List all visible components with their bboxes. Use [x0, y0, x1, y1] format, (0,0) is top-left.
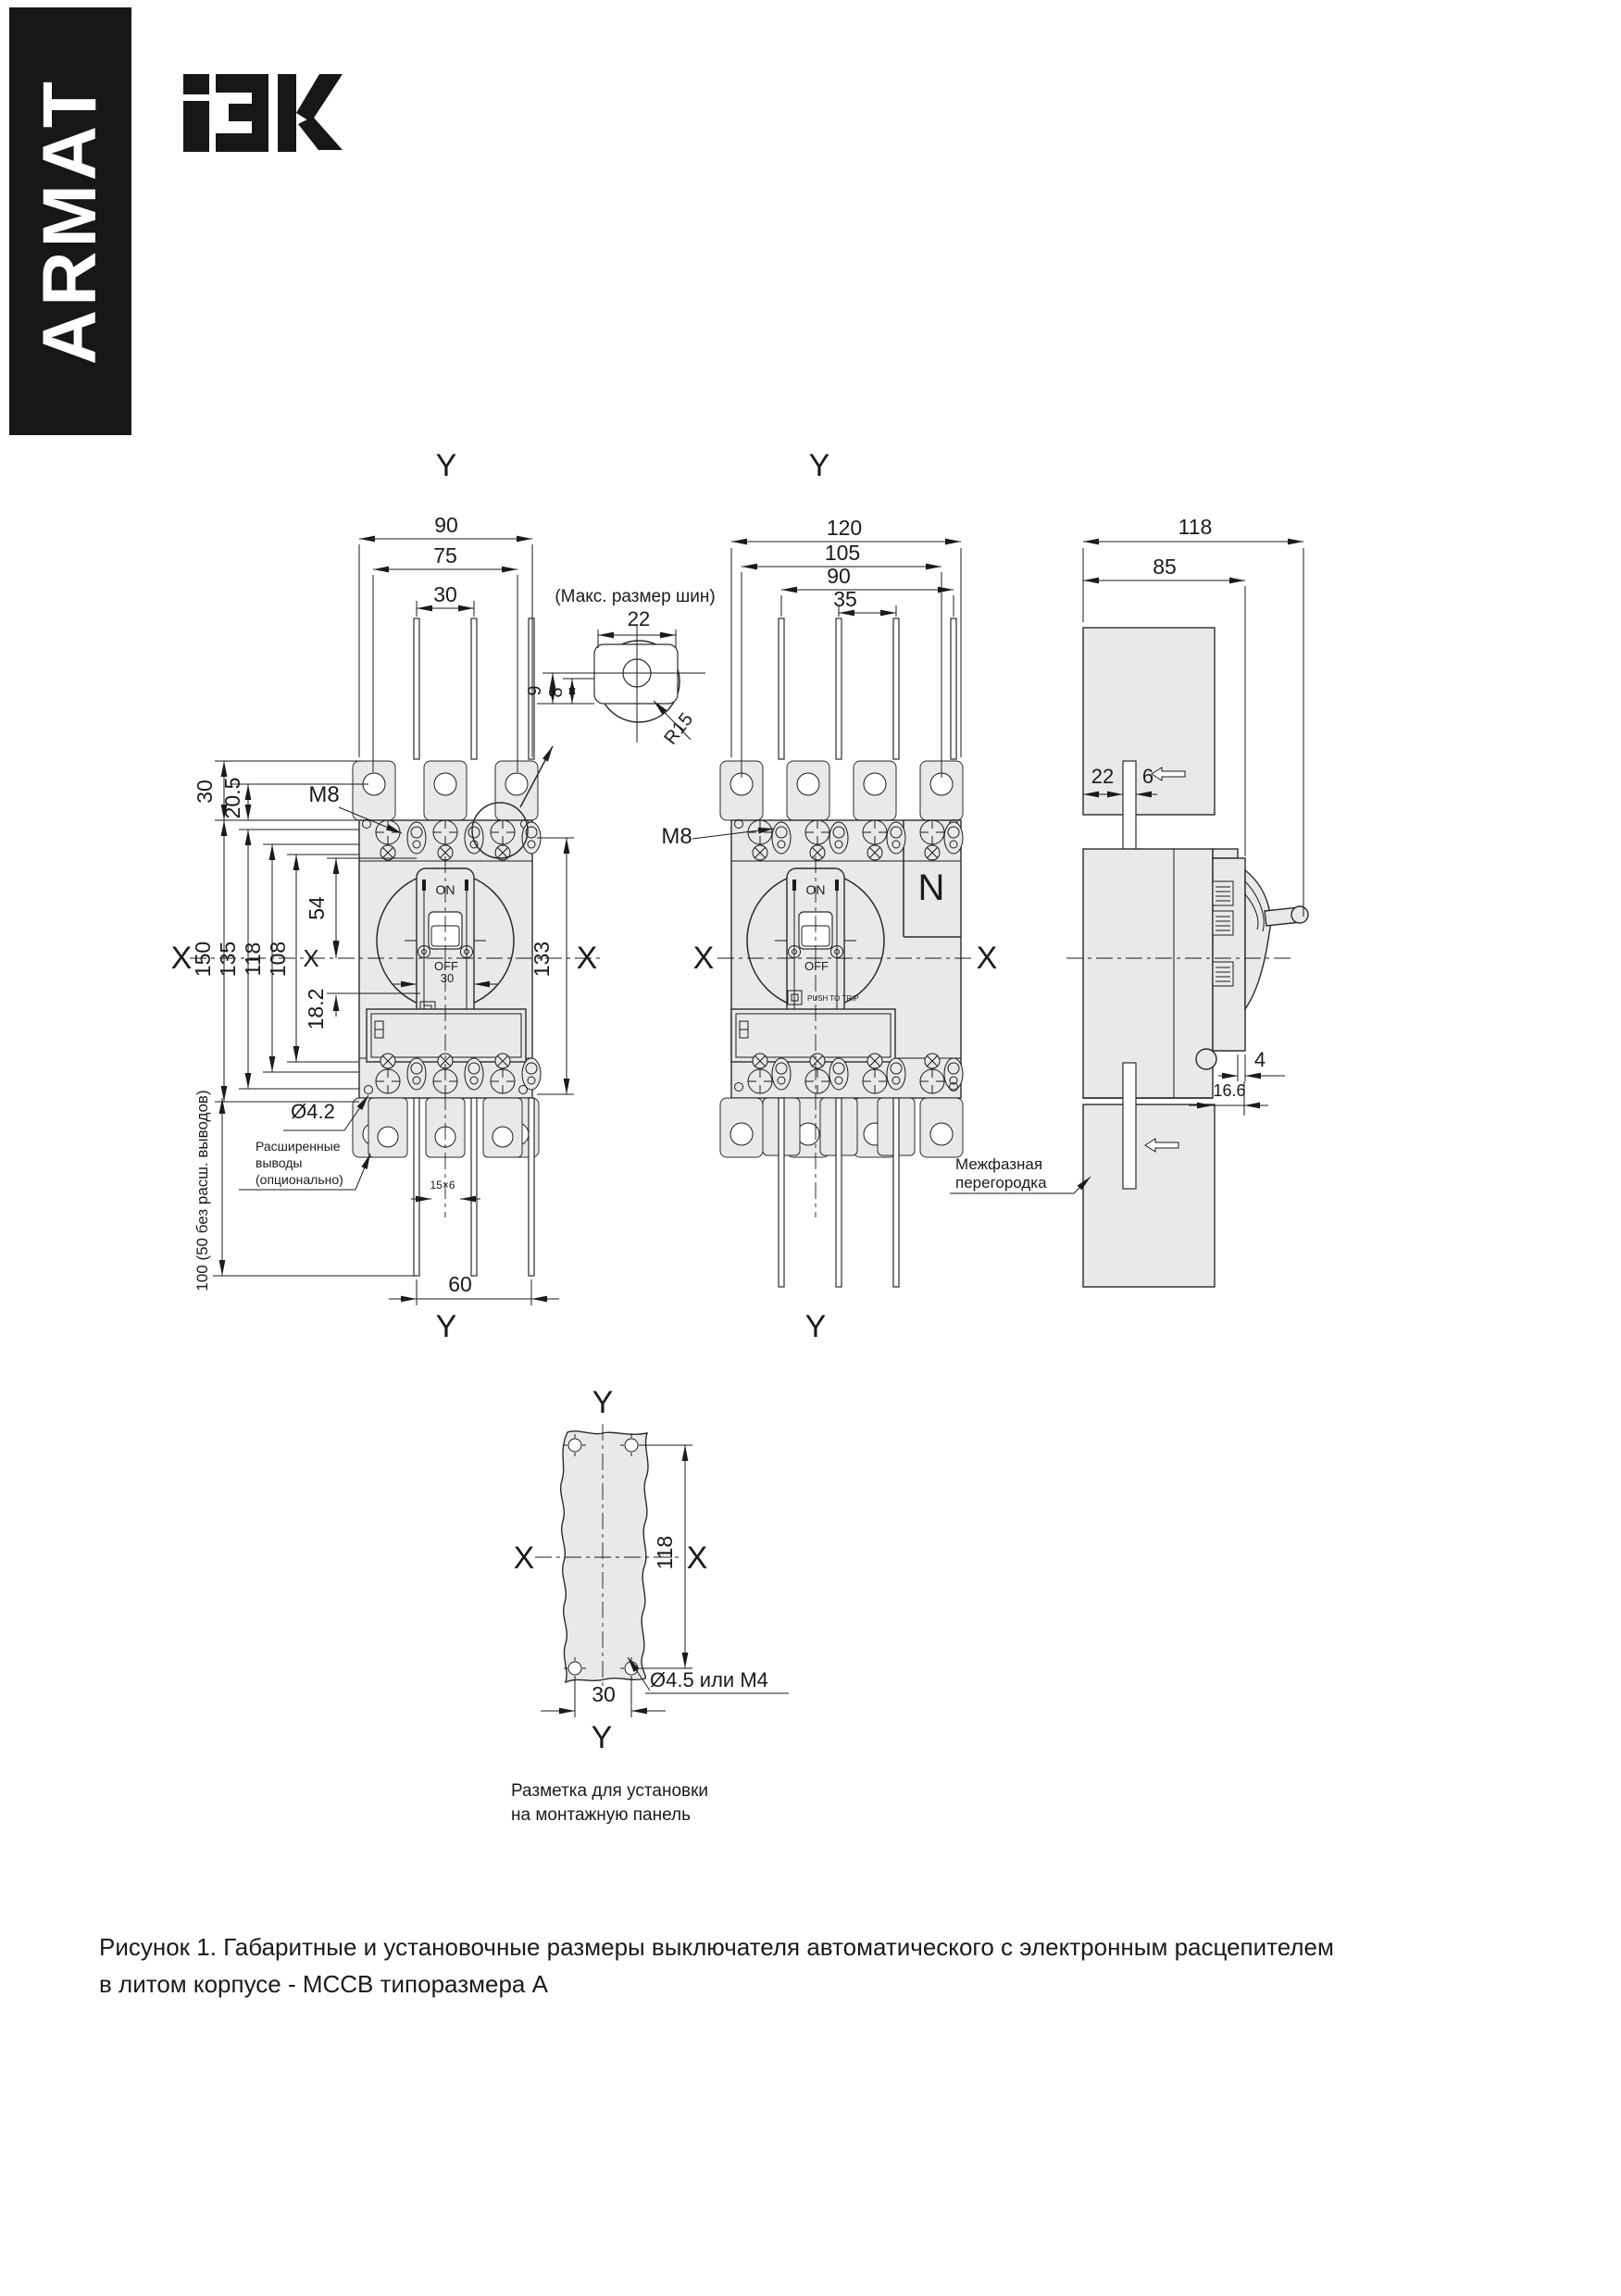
- rating-label-window-4p: [731, 1009, 895, 1062]
- armat-banner-text: ARMAT: [28, 78, 112, 365]
- mounting-tab: [424, 761, 467, 820]
- dim-118-side: 118: [1178, 515, 1213, 539]
- dim-20-5: 20.5: [220, 777, 244, 819]
- busbar-edge: [1123, 761, 1136, 854]
- dim-60: 60: [448, 1272, 472, 1296]
- panel-caption-2: на монтажную панель: [511, 1805, 692, 1825]
- label-m8-4p: M8: [661, 824, 692, 849]
- push-to-trip-label: PUSH TO TRIP: [807, 994, 859, 1003]
- label-ext-terminals-3: (опционально): [256, 1172, 343, 1187]
- dim-133: 133: [530, 941, 554, 978]
- axis-x-mid-label: X: [303, 944, 319, 972]
- dim-150: 150: [191, 941, 215, 978]
- label-ext-terminals-2: выводы: [256, 1155, 303, 1170]
- panel-y-bottom-label: Y: [591, 1720, 613, 1755]
- busbar: [471, 618, 477, 759]
- axis-x-left-label-4p: X: [692, 941, 715, 976]
- extended-terminal-bar: [471, 1098, 477, 1276]
- dim-30-panel: 30: [592, 1682, 616, 1706]
- busbar-edge-bottom: [1123, 1063, 1136, 1189]
- dim-85-side: 85: [1153, 555, 1177, 579]
- dim-90: 90: [434, 513, 458, 537]
- side-view: [1066, 628, 1308, 1287]
- front-view-4pole: [717, 618, 974, 1287]
- busbar-detail-title: (Макс. размер шин): [555, 587, 716, 606]
- axis-y-bottom-label-4p: Y: [804, 1309, 827, 1344]
- neutral-pole-label: N: [917, 867, 945, 908]
- dim-120: 120: [826, 516, 863, 540]
- panel-strip: [561, 1431, 648, 1682]
- mounting-tab: [495, 761, 538, 820]
- dim-135: 135: [216, 941, 240, 978]
- dim-75: 75: [433, 543, 457, 568]
- dim-118: 118: [241, 942, 265, 977]
- handle-boss: [1245, 870, 1270, 1009]
- side-body: [1083, 849, 1213, 1098]
- label-interphase-1: Межфазная: [955, 1155, 1043, 1173]
- axis-y-bottom-label: Y: [435, 1309, 457, 1344]
- axis-y-top-label: Y: [435, 448, 457, 483]
- dim-100-50: 100 (50 без расш. выводов): [193, 1090, 211, 1292]
- dim-54: 54: [305, 896, 329, 920]
- dim-35: 35: [833, 587, 857, 611]
- dim-118-panel: 118: [653, 1535, 677, 1570]
- dim-30-handle: 30: [440, 971, 455, 985]
- dim-22-side: 22: [1091, 765, 1115, 788]
- extended-terminal-bar: [414, 1098, 419, 1276]
- extended-terminal-bar: [529, 1098, 534, 1276]
- axis-x-right-label-4p: X: [976, 941, 998, 976]
- panel-x-right-label: X: [686, 1541, 708, 1576]
- extended-terminal-plate: [483, 1098, 522, 1157]
- axis-y-top-label-4p: Y: [808, 448, 830, 483]
- label-ext-terminals-1: Расширенные: [256, 1139, 341, 1154]
- dim-9-detail: 9: [525, 685, 545, 696]
- busbar-detail: [525, 587, 716, 749]
- figure-caption-line2: в литом корпусе - МССВ типоразмера А: [99, 1970, 548, 1998]
- panel-x-left-label: X: [513, 1541, 535, 1576]
- off-label: OFF: [434, 959, 458, 973]
- mounting-tab: [353, 761, 395, 820]
- label-m8: M8: [308, 782, 340, 807]
- label-interphase-2: перегородка: [955, 1174, 1047, 1192]
- label-r15: R15: [660, 709, 698, 749]
- dim-30-left: 30: [193, 780, 217, 804]
- label-dia-4-2: Ø4.2: [291, 1100, 335, 1123]
- mounting-panel-layout: [511, 1385, 789, 1825]
- dim-16-6-side: 16.6: [1213, 1081, 1246, 1100]
- dim-4-side: 4: [1253, 1048, 1266, 1071]
- busbar: [414, 618, 419, 759]
- dim-108: 108: [266, 941, 290, 978]
- axis-x-left-label: X: [170, 941, 193, 976]
- dim-90-4p: 90: [827, 564, 851, 588]
- on-label-4p: ON: [805, 882, 826, 897]
- panel-y-top-label: Y: [592, 1385, 614, 1420]
- off-label-4p: OFF: [804, 959, 829, 973]
- figure-caption: [99, 1933, 1334, 1998]
- label-hole-size: Ø4.5 или М4: [650, 1668, 768, 1691]
- dim-105: 105: [824, 541, 861, 565]
- figure-caption-line1: Рисунок 1. Габаритные и установочные размеры выключателя автоматического с электронным расцепителем: [99, 1933, 1334, 1961]
- axis-x-right-label: X: [576, 941, 598, 976]
- interphase-barrier-plate: [1083, 1104, 1215, 1287]
- dim-15x6: 15×6: [430, 1179, 455, 1192]
- panel-caption-1: Разметка для установки: [511, 1781, 709, 1801]
- dim-22-detail: 22: [627, 607, 651, 630]
- cover-foot: [1196, 1049, 1216, 1069]
- on-label: ON: [435, 882, 455, 897]
- dim-8-detail: 8: [546, 687, 567, 698]
- dim-30-top: 30: [433, 582, 457, 606]
- dim-6-side: 6: [1141, 765, 1154, 788]
- dim-18-2: 18.2: [304, 988, 328, 1030]
- extended-terminal-plate: [368, 1098, 407, 1157]
